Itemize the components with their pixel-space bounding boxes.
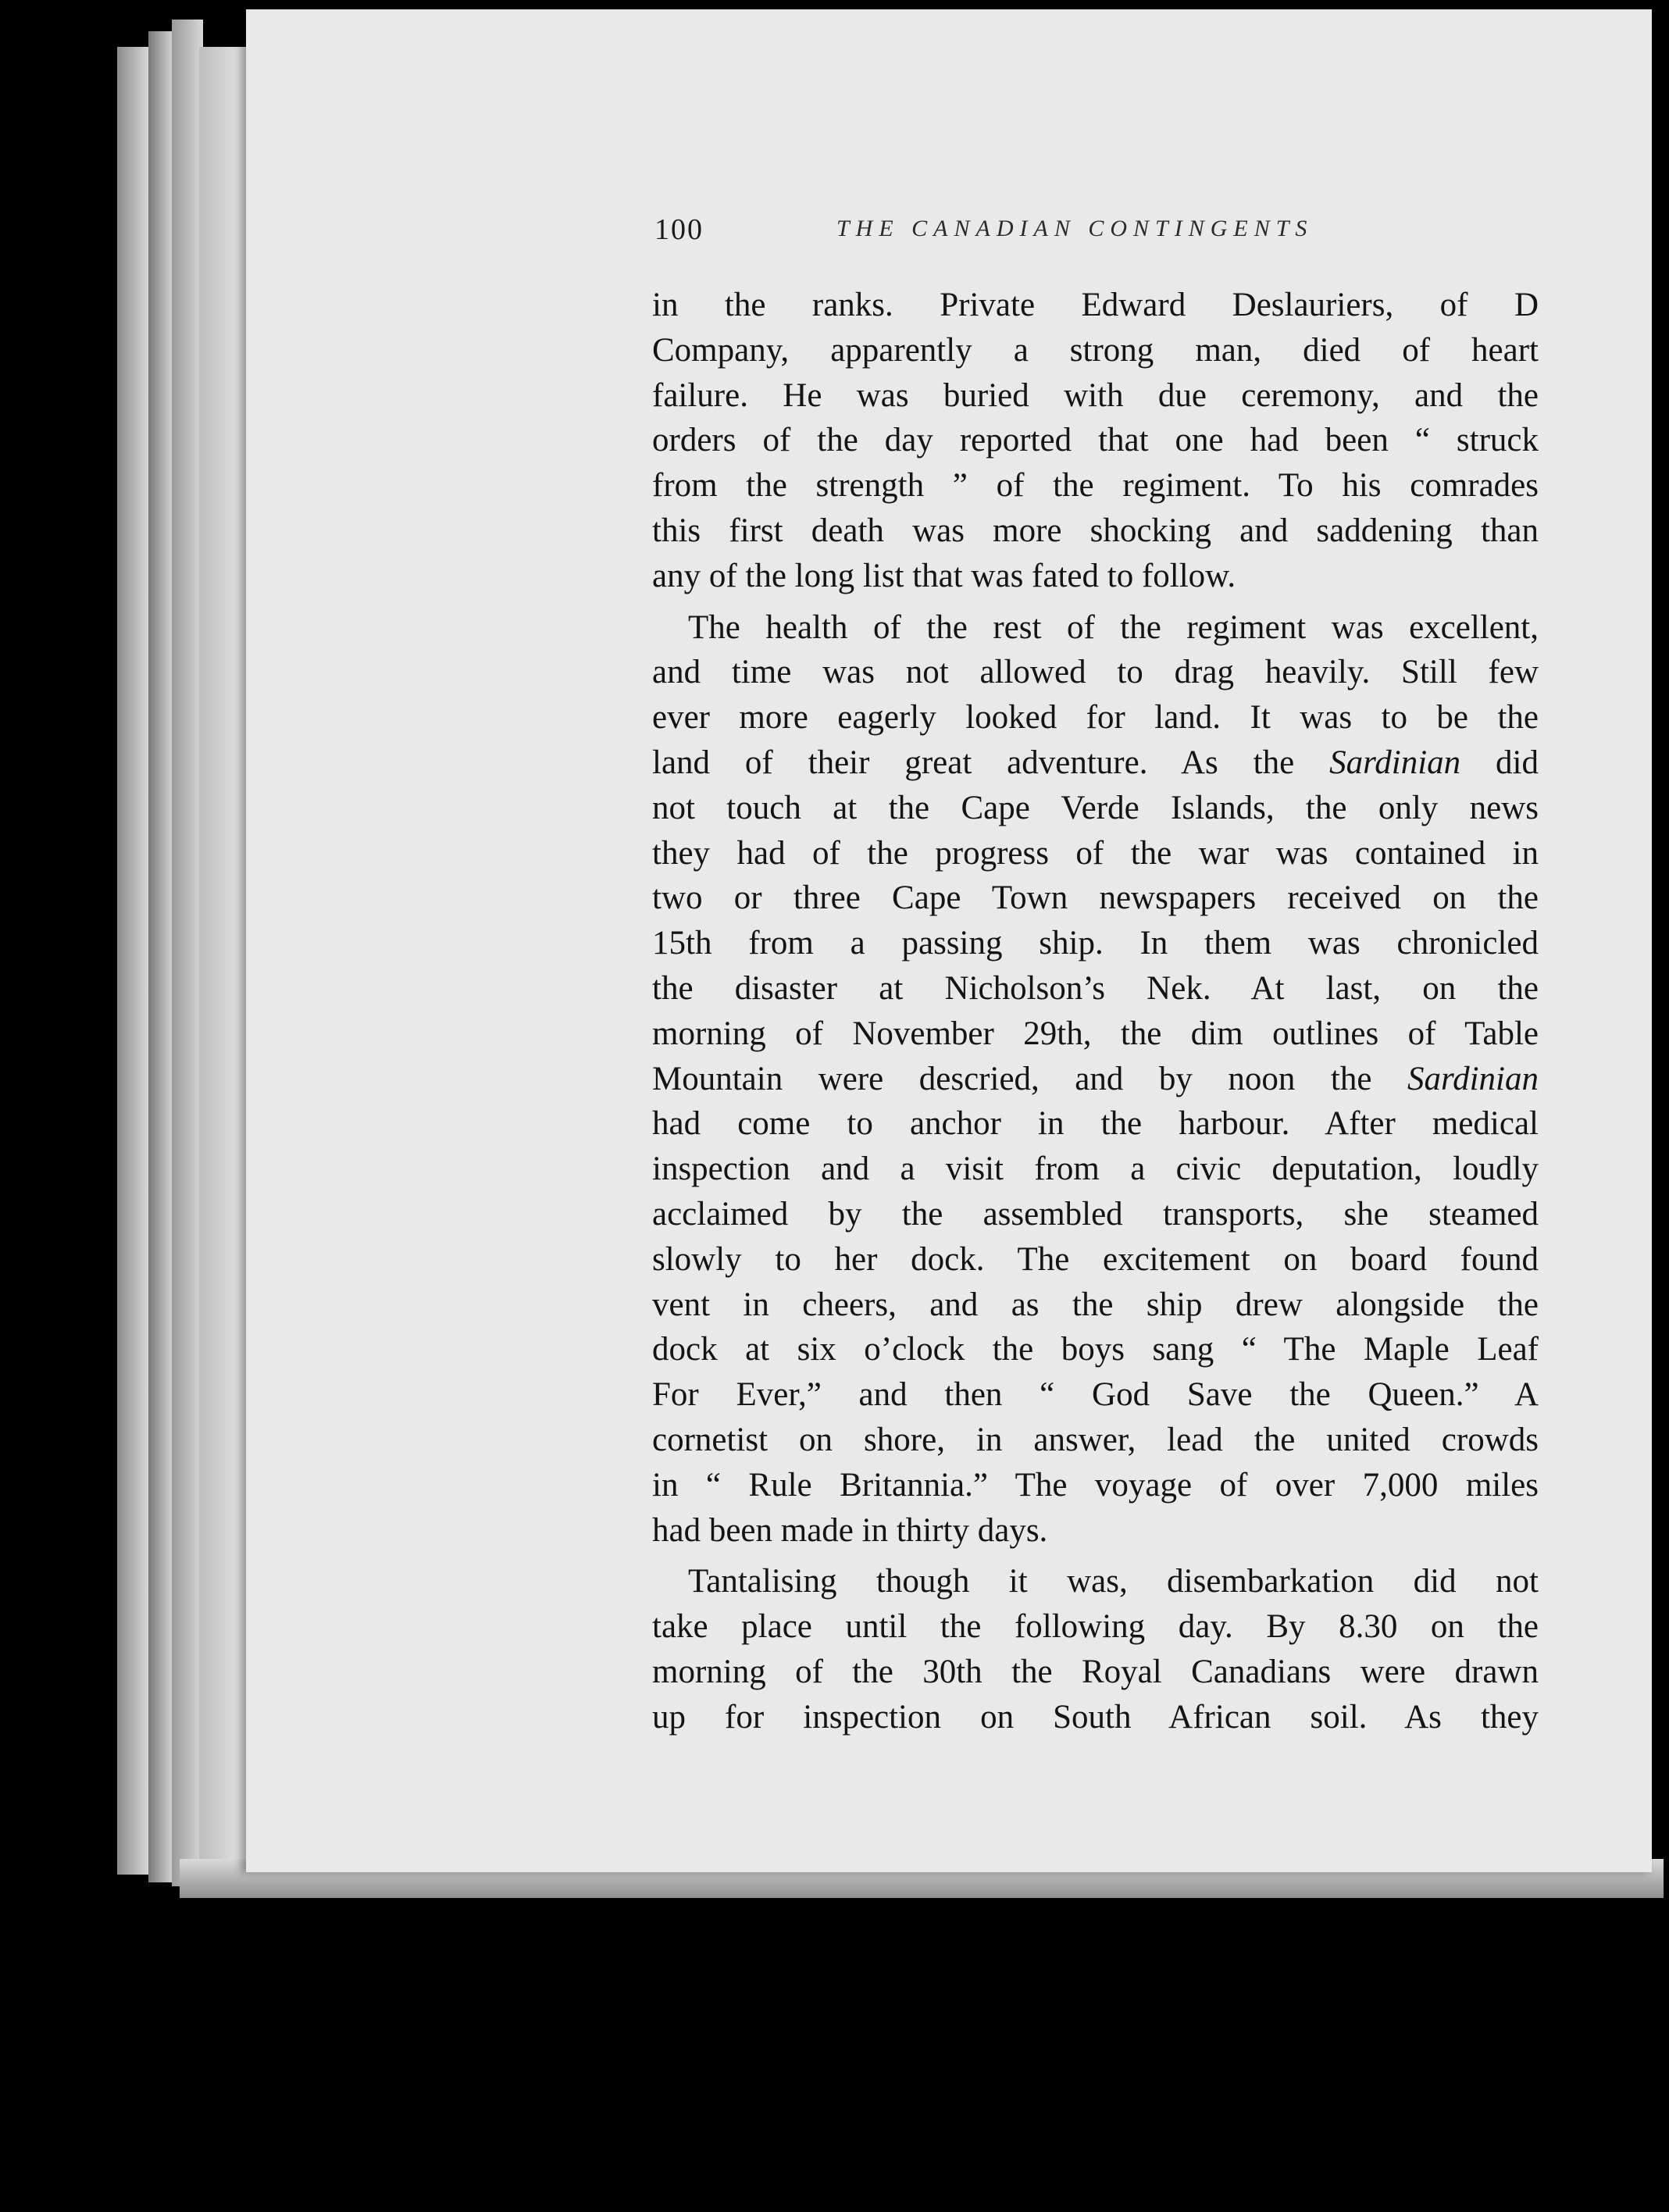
text-line: they had of the progress of the war was contained in — [652, 834, 1539, 872]
text-line: 15th from a passing ship. In them was chronicled — [652, 925, 1539, 962]
text-line: up for inspection on South African soil. As they — [652, 1698, 1539, 1736]
text-line: the disaster at Nicholson’s Nek. At last, on the — [652, 969, 1539, 1007]
text-line: had come to anchor in the harbour. After medical — [652, 1105, 1539, 1143]
text-line: morning of the 30th the Royal Canadians were drawn — [652, 1653, 1539, 1690]
page-header — [654, 212, 1357, 252]
text-line: slowly to her dock. The excitement on board found — [652, 1240, 1539, 1278]
paragraph — [652, 605, 1539, 1554]
text-line: and time was not allowed to drag heavily. Still few — [652, 654, 1539, 691]
paragraph — [652, 283, 1539, 599]
page-number: 100 — [654, 213, 704, 246]
running-title: THE CANADIAN CONTINGENTS — [836, 216, 1314, 241]
page-edge — [117, 47, 148, 1875]
text-line: land of their great adventure. As the Sardinian did — [652, 744, 1539, 781]
text-line: two or three Cape Town newspapers received on the — [652, 879, 1539, 917]
text-line: vent in cheers, and as the ship drew alongside the — [652, 1286, 1539, 1323]
body-text — [652, 283, 1539, 1740]
text-line: ever more eagerly looked for land. It was to be the — [652, 699, 1539, 737]
paragraph — [652, 1559, 1539, 1739]
text-line: any of the long list that was fated to follow. — [652, 557, 1236, 594]
page-edge — [148, 31, 172, 1882]
page-edge — [199, 47, 246, 1875]
text-line: this first death was more shocking and saddening than — [652, 512, 1539, 549]
text-line: Company, apparently a strong man, died of heart — [652, 331, 1539, 369]
text-line: not touch at the Cape Verde Islands, the only news — [652, 789, 1539, 826]
text-line: from the strength ” of the regiment. To his comrades — [652, 467, 1539, 505]
text-line: orders of the day reported that one had been “ struck — [652, 422, 1539, 459]
text-line: morning of November 29th, the dim outlines of Table — [652, 1015, 1539, 1052]
text-line: Tantalising though it was, disembarkation did not — [688, 1563, 1539, 1600]
text-line: inspection and a visit from a civic deputation, loudly — [652, 1151, 1539, 1188]
text-line: dock at six o’clock the boys sang “ The Maple Leaf — [652, 1331, 1539, 1368]
text-line: in the ranks. Private Edward Deslauriers, of D — [652, 287, 1539, 323]
text-line: in “ Rule Britannia.” The voyage of over 7,000 miles — [652, 1466, 1539, 1504]
text-line: failure. He was buried with due ceremony, and the — [652, 376, 1539, 414]
text-line: cornetist on shore, in answer, lead the united crowds — [652, 1421, 1539, 1458]
text-line: For Ever,” and then “ God Save the Queen.” A — [652, 1376, 1539, 1414]
page-edge — [172, 20, 203, 1886]
text-line: Mountain were descried, and by noon the Sardinian — [652, 1060, 1539, 1097]
text-line: The health of the rest of the regiment was excellent, — [688, 608, 1539, 646]
text-line: acclaimed by the assembled transports, she steamed — [652, 1195, 1539, 1233]
text-line: take place until the following day. By 8.30 on the — [652, 1608, 1539, 1646]
text-line: had been made in thirty days. — [652, 1511, 1048, 1549]
